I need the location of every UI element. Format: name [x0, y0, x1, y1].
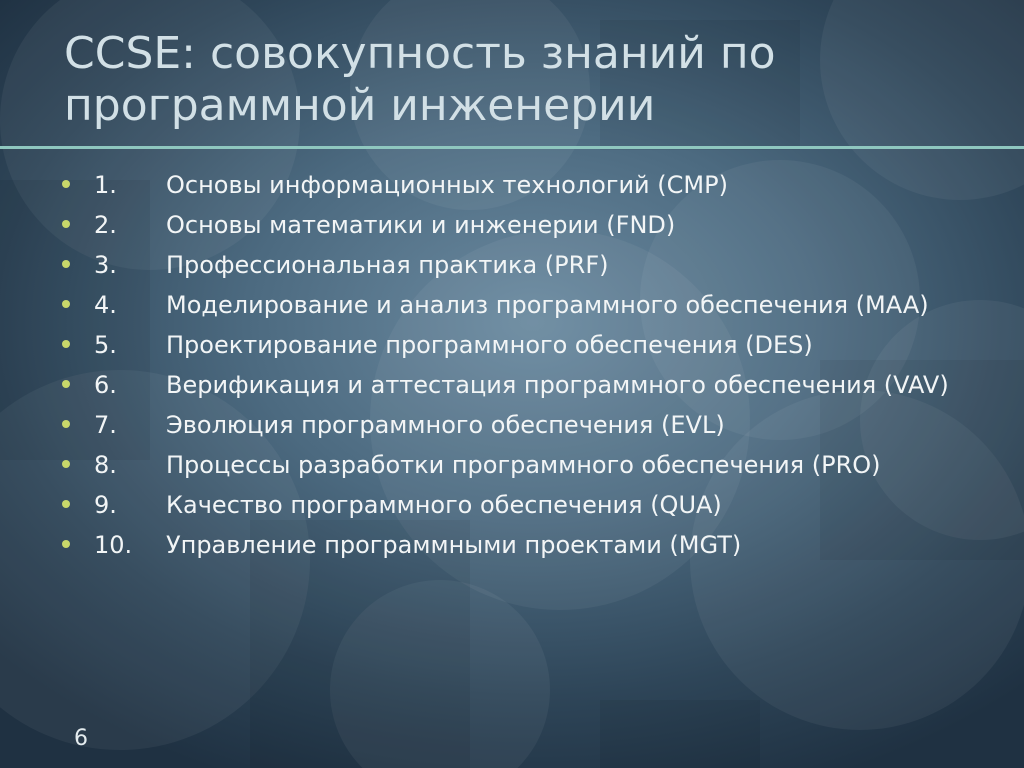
item-number: 9. [94, 491, 117, 519]
bullet-icon [62, 420, 70, 428]
item-number: 3. [94, 251, 117, 279]
item-number: 6. [94, 371, 117, 399]
title-divider [0, 146, 1024, 149]
topic-list [60, 170, 990, 570]
list-item [60, 370, 990, 400]
item-number: 8. [94, 451, 117, 479]
item-number: 4. [94, 291, 117, 319]
slide-title: CCSE: совокупность знаний по программной инженерии [64, 28, 776, 131]
bullet-icon [62, 380, 70, 388]
list-item [60, 530, 990, 560]
list-item [60, 410, 990, 440]
list-item [60, 330, 990, 360]
item-text: Эволюция программного обеспечения (EVL) [166, 411, 725, 439]
item-number: 10. [94, 531, 133, 559]
bullet-icon [62, 300, 70, 308]
item-text: Процессы разработки программного обеспечения (PRO) [166, 451, 881, 479]
item-text: Основы математики и инженерии (FND) [166, 211, 676, 239]
bullet-icon [62, 180, 70, 188]
item-number: 2. [94, 211, 117, 239]
list-item [60, 210, 990, 240]
bullet-icon [62, 340, 70, 348]
bullet-icon [62, 540, 70, 548]
bullet-icon [62, 460, 70, 468]
bullet-icon [62, 260, 70, 268]
item-number: 5. [94, 331, 117, 359]
list-item [60, 250, 990, 280]
bullet-icon [62, 220, 70, 228]
item-text: Моделирование и анализ программного обеспечения (MAA) [166, 291, 929, 319]
item-text: Верификация и аттестация программного обеспечения (VAV) [166, 371, 949, 399]
item-text: Качество программного обеспечения (QUA) [166, 491, 722, 519]
item-text: Проектирование программного обеспечения (DES) [166, 331, 813, 359]
item-text: Управление программными проектами (MGT) [166, 531, 742, 559]
item-number: 7. [94, 411, 117, 439]
list-item [60, 290, 990, 320]
list-item [60, 170, 990, 200]
page-number: 6 [74, 726, 88, 751]
list-item [60, 450, 990, 480]
bullet-icon [62, 500, 70, 508]
item-number: 1. [94, 171, 117, 199]
item-text: Основы информационных технологий (CMP) [166, 171, 728, 199]
item-text: Профессиональная практика (PRF) [166, 251, 609, 279]
list-item [60, 490, 990, 520]
